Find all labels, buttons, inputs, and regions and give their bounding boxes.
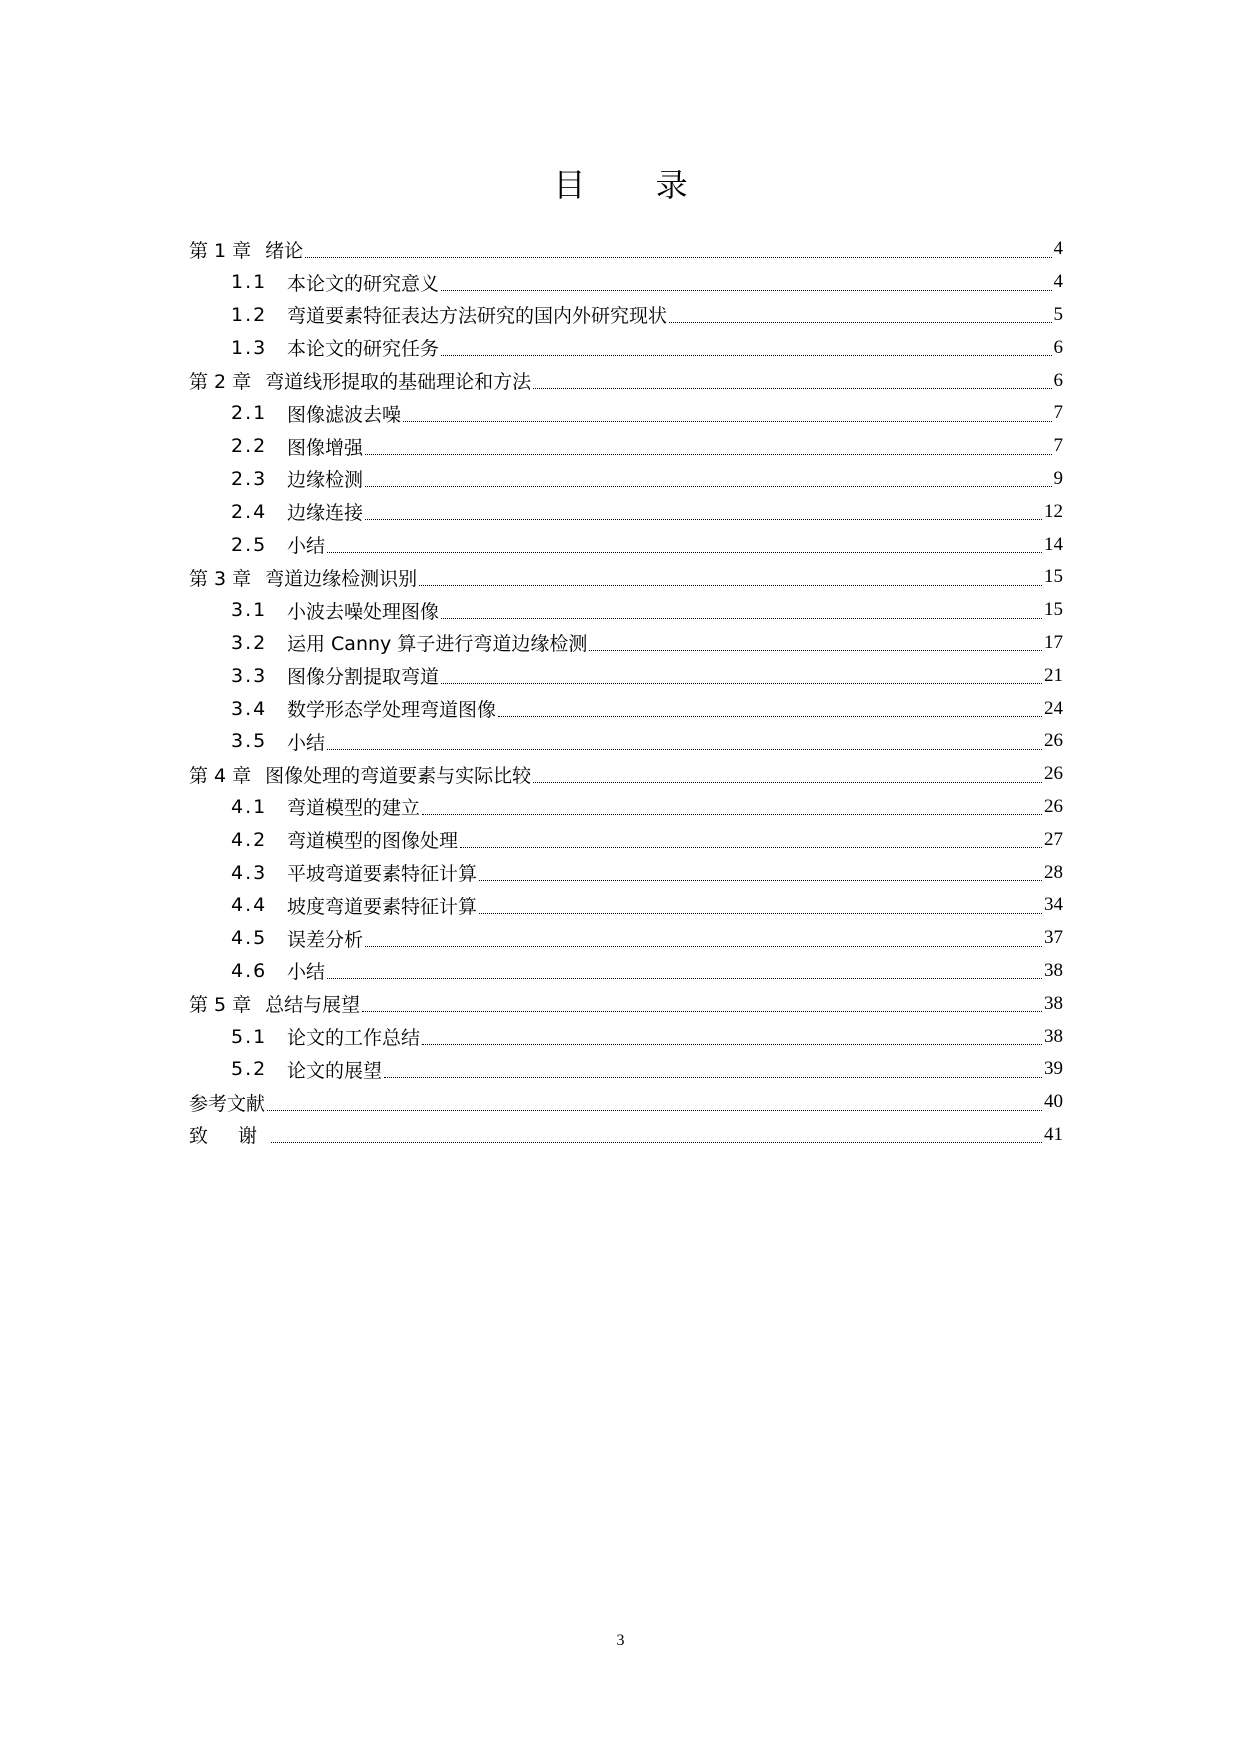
toc-entry-title: 总结与展望 bbox=[265, 994, 361, 1017]
toc-chapter-entry[interactable] bbox=[189, 1086, 1063, 1119]
toc-entry-number: 3.3 bbox=[231, 664, 268, 687]
toc-entry-page: 26 bbox=[1044, 763, 1063, 785]
toc-entry-page: 6 bbox=[1053, 336, 1063, 358]
toc-entry-page: 6 bbox=[1053, 369, 1063, 391]
toc-section-entry[interactable] bbox=[189, 594, 1063, 627]
toc-entry-number: 2.5 bbox=[231, 533, 268, 556]
toc-chapter-entry[interactable] bbox=[189, 758, 1063, 791]
toc-section-entry[interactable] bbox=[189, 266, 1063, 299]
toc-dot-leader bbox=[441, 289, 1051, 291]
toc-dot-leader bbox=[479, 912, 1042, 914]
toc-entry-page: 28 bbox=[1044, 861, 1063, 883]
toc-entry-page: 4 bbox=[1053, 271, 1063, 293]
toc-entry-title: 弯道模型的图像处理 bbox=[287, 830, 459, 853]
toc-chapter-entry[interactable] bbox=[189, 233, 1063, 266]
toc-entry-title: 参考文献 bbox=[189, 1092, 266, 1115]
toc-dot-leader bbox=[327, 748, 1042, 750]
toc-dot-leader bbox=[419, 584, 1042, 586]
toc-entry-page: 26 bbox=[1044, 730, 1063, 752]
page-number: 3 bbox=[616, 1632, 625, 1649]
toc-entry-number: 2.4 bbox=[231, 500, 268, 523]
toc-entry-number: 4.6 bbox=[231, 959, 268, 982]
toc-section-entry[interactable] bbox=[189, 922, 1063, 955]
toc-entry-title: 本论文的研究意义 bbox=[287, 272, 440, 295]
toc-entry-title: 图像滤波去噪 bbox=[287, 403, 402, 426]
toc-section-entry[interactable] bbox=[189, 659, 1063, 692]
toc-entry-page: 5 bbox=[1053, 303, 1063, 325]
toc-dot-leader bbox=[533, 387, 1051, 389]
toc-entry-number: 1.1 bbox=[231, 271, 268, 294]
toc-entry-page: 37 bbox=[1044, 927, 1063, 949]
toc-entry-number: 2.3 bbox=[231, 467, 268, 490]
toc-dot-leader bbox=[365, 945, 1042, 947]
toc-entry-title: 平坡弯道要素特征计算 bbox=[287, 863, 478, 886]
toc-entry-page: 4 bbox=[1053, 238, 1063, 260]
toc-entry-page: 34 bbox=[1044, 894, 1063, 916]
toc-entry-page: 9 bbox=[1053, 467, 1063, 489]
toc-entry-page: 7 bbox=[1053, 402, 1063, 424]
toc-entry-page: 15 bbox=[1044, 599, 1063, 621]
toc-entry-title: 论文的展望 bbox=[287, 1059, 383, 1082]
toc-entry-title: 误差分析 bbox=[287, 928, 364, 951]
toc-entry-title: 小波去噪处理图像 bbox=[287, 600, 440, 623]
toc-dot-leader bbox=[533, 781, 1042, 783]
toc-dot-leader bbox=[441, 354, 1051, 356]
toc-dot-leader bbox=[384, 1076, 1042, 1078]
toc-entry-title: 弯道边缘检测识别 bbox=[265, 567, 418, 590]
toc-entry-number: 2.2 bbox=[231, 435, 268, 458]
toc-dot-leader bbox=[422, 813, 1042, 815]
toc-dot-leader bbox=[589, 649, 1042, 651]
toc-chapter-entry[interactable] bbox=[189, 987, 1063, 1020]
toc-section-entry[interactable] bbox=[189, 397, 1063, 430]
toc-entry-number: 第 5 章 bbox=[189, 994, 252, 1017]
toc-section-entry[interactable] bbox=[189, 1053, 1063, 1086]
toc-section-entry[interactable] bbox=[189, 299, 1063, 332]
table-of-contents bbox=[189, 233, 1063, 1151]
toc-entry-title: 本论文的研究任务 bbox=[287, 338, 440, 361]
toc-dot-leader bbox=[305, 256, 1051, 258]
toc-dot-leader bbox=[422, 1043, 1042, 1045]
toc-entry-number: 5.1 bbox=[231, 1025, 268, 1048]
toc-dot-leader bbox=[479, 879, 1042, 881]
toc-entry-number: 3.5 bbox=[231, 730, 268, 753]
toc-dot-leader bbox=[403, 420, 1051, 422]
toc-section-entry[interactable] bbox=[189, 495, 1063, 528]
toc-entry-title: 坡度弯道要素特征计算 bbox=[287, 895, 478, 918]
toc-entry-page: 40 bbox=[1044, 1091, 1063, 1113]
toc-dot-leader bbox=[365, 485, 1051, 487]
toc-entry-title: 图像处理的弯道要素与实际比较 bbox=[265, 764, 532, 787]
toc-dot-leader bbox=[460, 846, 1042, 848]
toc-entry-number: 第 3 章 bbox=[189, 567, 252, 590]
toc-entry-page: 15 bbox=[1044, 566, 1063, 588]
toc-entry-number: 4.5 bbox=[231, 927, 268, 950]
toc-entry-title: 运用 Canny 算子进行弯道边缘检测 bbox=[287, 633, 588, 656]
toc-section-entry[interactable] bbox=[189, 791, 1063, 824]
toc-entry-title: 小结 bbox=[287, 961, 326, 984]
toc-entry-page: 39 bbox=[1044, 1058, 1063, 1080]
toc-entry-page: 21 bbox=[1044, 664, 1063, 686]
toc-entry-page: 38 bbox=[1044, 992, 1063, 1014]
toc-entry-title: 边缘连接 bbox=[287, 502, 364, 525]
toc-entry-title: 小结 bbox=[287, 731, 326, 754]
toc-entry-page: 7 bbox=[1053, 435, 1063, 457]
toc-entry-title: 论文的工作总结 bbox=[287, 1027, 421, 1050]
toc-entry-page: 38 bbox=[1044, 959, 1063, 981]
toc-entry-number: 第 2 章 bbox=[189, 371, 252, 394]
toc-entry-number: 1.2 bbox=[231, 303, 268, 326]
toc-entry-number: 第 4 章 bbox=[189, 764, 252, 787]
toc-entry-page: 12 bbox=[1044, 500, 1063, 522]
page-title: 目 录 bbox=[553, 166, 718, 204]
toc-entry-number: 3.1 bbox=[231, 599, 268, 622]
toc-dot-leader bbox=[327, 551, 1042, 553]
toc-dot-leader bbox=[365, 518, 1042, 520]
toc-entry-title: 小结 bbox=[287, 535, 326, 558]
toc-section-entry[interactable] bbox=[189, 823, 1063, 856]
toc-section-entry[interactable] bbox=[189, 528, 1063, 561]
toc-section-entry[interactable] bbox=[189, 692, 1063, 725]
toc-entry-number: 4.2 bbox=[231, 828, 268, 851]
toc-entry-page: 38 bbox=[1044, 1025, 1063, 1047]
toc-entry-title: 致 谢 bbox=[189, 1125, 270, 1148]
toc-entry-title: 数学形态学处理弯道图像 bbox=[287, 699, 497, 722]
toc-entry-number: 4.1 bbox=[231, 795, 268, 818]
toc-chapter-entry[interactable] bbox=[189, 561, 1063, 594]
toc-dot-leader bbox=[271, 1141, 1042, 1143]
toc-dot-leader bbox=[362, 1010, 1042, 1012]
toc-section-entry[interactable] bbox=[189, 725, 1063, 758]
toc-section-entry[interactable] bbox=[189, 889, 1063, 922]
toc-entry-number: 1.3 bbox=[231, 336, 268, 359]
toc-section-entry[interactable] bbox=[189, 331, 1063, 364]
toc-entry-page: 17 bbox=[1044, 631, 1063, 653]
toc-chapter-entry[interactable] bbox=[189, 1119, 1063, 1152]
toc-entry-page: 24 bbox=[1044, 697, 1063, 719]
toc-entry-title: 图像增强 bbox=[287, 436, 364, 459]
toc-section-entry[interactable] bbox=[189, 463, 1063, 496]
toc-entry-title: 图像分割提取弯道 bbox=[287, 666, 440, 689]
toc-entry-number: 5.2 bbox=[231, 1058, 268, 1081]
toc-entry-title: 弯道线形提取的基础理论和方法 bbox=[265, 371, 532, 394]
toc-entry-number: 第 1 章 bbox=[189, 239, 252, 262]
toc-entry-number: 3.4 bbox=[231, 697, 268, 720]
toc-entry-page: 14 bbox=[1044, 533, 1063, 555]
toc-dot-leader bbox=[669, 321, 1051, 323]
toc-section-entry[interactable] bbox=[189, 627, 1063, 660]
toc-entry-title: 绪论 bbox=[265, 239, 304, 262]
toc-entry-number: 4.3 bbox=[231, 861, 268, 884]
toc-entry-page: 27 bbox=[1044, 828, 1063, 850]
toc-dot-leader bbox=[498, 715, 1042, 717]
toc-dot-leader bbox=[441, 682, 1042, 684]
toc-section-entry[interactable] bbox=[189, 856, 1063, 889]
toc-chapter-entry[interactable] bbox=[189, 364, 1063, 397]
toc-dot-leader bbox=[267, 1109, 1042, 1111]
toc-section-entry[interactable] bbox=[189, 1020, 1063, 1053]
toc-dot-leader bbox=[327, 977, 1042, 979]
toc-dot-leader bbox=[441, 617, 1042, 619]
toc-entry-page: 26 bbox=[1044, 795, 1063, 817]
toc-section-entry[interactable] bbox=[189, 955, 1063, 988]
toc-dot-leader bbox=[365, 453, 1051, 455]
toc-entry-number: 3.2 bbox=[231, 631, 268, 654]
toc-entry-title: 弯道要素特征表达方法研究的国内外研究现状 bbox=[287, 305, 668, 328]
toc-entry-number: 2.1 bbox=[231, 402, 268, 425]
toc-entry-title: 弯道模型的建立 bbox=[287, 797, 421, 820]
toc-section-entry[interactable] bbox=[189, 430, 1063, 463]
toc-entry-number: 4.4 bbox=[231, 894, 268, 917]
toc-entry-title: 边缘检测 bbox=[287, 469, 364, 492]
toc-entry-page: 41 bbox=[1044, 1123, 1063, 1145]
